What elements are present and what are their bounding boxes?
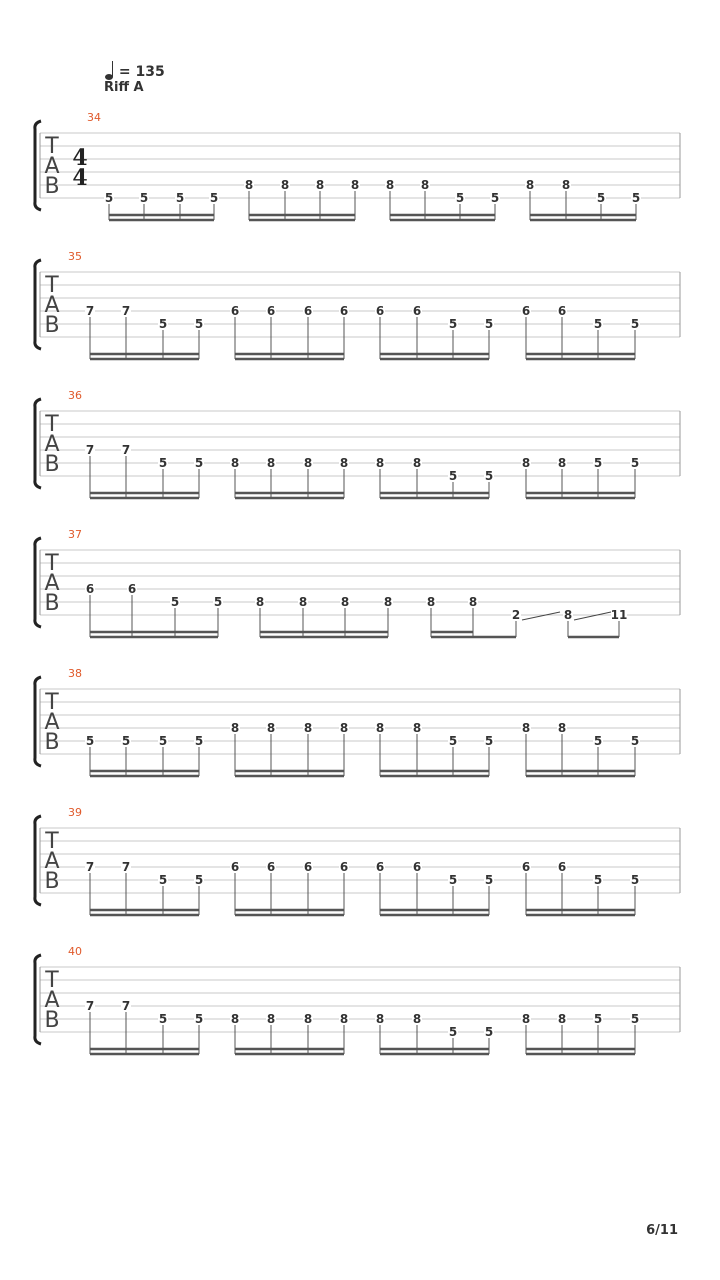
fret-number: 6	[303, 860, 313, 874]
fret-number: 8	[561, 178, 571, 192]
fret-number: 5	[209, 191, 219, 205]
fret-number: 5	[484, 873, 494, 887]
fret-number: 5	[85, 734, 95, 748]
fret-number: 5	[121, 734, 131, 748]
fret-number: 5	[158, 734, 168, 748]
measure-number: 35	[68, 250, 82, 263]
fret-number: 8	[340, 595, 350, 609]
fret-number: 7	[85, 304, 95, 318]
tab-clef-letter: B	[44, 591, 60, 616]
fret-number: 5	[158, 456, 168, 470]
fret-number: 5	[448, 873, 458, 887]
fret-number: 8	[412, 456, 422, 470]
tempo-value: = 135	[118, 64, 165, 80]
fret-number: 8	[303, 1012, 313, 1026]
fret-number: 6	[521, 860, 531, 874]
fret-number: 8	[266, 1012, 276, 1026]
time-signature-bottom: 4	[72, 165, 88, 191]
fret-number: 8	[468, 595, 478, 609]
fret-number: 5	[448, 734, 458, 748]
tab-clef-letter: T	[45, 412, 59, 437]
fret-number: 5	[630, 873, 640, 887]
fret-number: 8	[339, 721, 349, 735]
fret-number: 8	[557, 1012, 567, 1026]
fret-number: 6	[266, 860, 276, 874]
slide-line	[574, 612, 611, 620]
fret-number: 7	[85, 999, 95, 1013]
tab-clef-letter: T	[45, 690, 59, 715]
fret-number: 8	[255, 595, 265, 609]
fret-number: 7	[121, 443, 131, 457]
fret-number: 8	[230, 721, 240, 735]
fret-number: 8	[280, 178, 290, 192]
fret-number: 5	[484, 734, 494, 748]
tab-clef-letter: A	[44, 849, 60, 874]
fret-number: 8	[557, 721, 567, 735]
fret-number: 5	[630, 317, 640, 331]
fret-number: 5	[104, 191, 114, 205]
fret-number: 8	[420, 178, 430, 192]
fret-number: 5	[593, 734, 603, 748]
tab-clef-letter: A	[44, 293, 60, 318]
fret-number: 7	[85, 443, 95, 457]
fret-number: 8	[525, 178, 535, 192]
fret-number: 8	[230, 456, 240, 470]
fret-number: 5	[158, 1012, 168, 1026]
fret-number: 5	[139, 191, 149, 205]
tab-clef-letter: T	[45, 829, 59, 854]
fret-number: 6	[521, 304, 531, 318]
measure-number: 39	[68, 806, 82, 819]
fret-number: 8	[426, 595, 436, 609]
tab-clef-letter: B	[44, 174, 60, 199]
tab-clef-letter: A	[44, 710, 60, 735]
fret-number: 8	[412, 1012, 422, 1026]
tab-clef-letter: T	[45, 273, 59, 298]
fret-number: 6	[557, 304, 567, 318]
fret-number: 5	[170, 595, 180, 609]
fret-number: 8	[521, 1012, 531, 1026]
fret-number: 5	[175, 191, 185, 205]
fret-number: 8	[385, 178, 395, 192]
tab-clef-letter: A	[44, 571, 60, 596]
fret-number: 6	[557, 860, 567, 874]
fret-number: 8	[303, 456, 313, 470]
fret-number: 6	[412, 860, 422, 874]
time-signature-top: 4	[72, 145, 88, 171]
tab-clef-letter: T	[45, 134, 59, 159]
fret-number: 5	[484, 1025, 494, 1039]
fret-number: 8	[375, 456, 385, 470]
tab-clef-letter: T	[45, 968, 59, 993]
fret-number: 5	[596, 191, 606, 205]
fret-number: 8	[339, 456, 349, 470]
fret-number: 7	[121, 999, 131, 1013]
fret-number: 6	[127, 582, 137, 596]
fret-number: 5	[593, 317, 603, 331]
slide-line	[522, 612, 560, 620]
fret-number: 5	[158, 317, 168, 331]
fret-number: 6	[339, 860, 349, 874]
fret-number: 5	[630, 456, 640, 470]
fret-number: 5	[490, 191, 500, 205]
fret-number: 8	[266, 456, 276, 470]
fret-number: 8	[266, 721, 276, 735]
fret-number: 8	[244, 178, 254, 192]
fret-number: 6	[412, 304, 422, 318]
tab-clef-letter: A	[44, 988, 60, 1013]
fret-number: 6	[303, 304, 313, 318]
fret-number: 8	[350, 178, 360, 192]
fret-number: 7	[85, 860, 95, 874]
tab-clef-letter: B	[44, 452, 60, 477]
fret-number: 5	[213, 595, 223, 609]
fret-number: 5	[448, 469, 458, 483]
fret-number: 5	[630, 734, 640, 748]
fret-number: 5	[631, 191, 641, 205]
fret-number: 6	[375, 304, 385, 318]
fret-number: 2	[511, 608, 521, 622]
measure-number: 37	[68, 528, 82, 541]
tab-clef-letter: B	[44, 313, 60, 338]
fret-number: 5	[448, 317, 458, 331]
fret-number: 8	[230, 1012, 240, 1026]
fret-number: 8	[298, 595, 308, 609]
tab-clef-letter: T	[45, 551, 59, 576]
fret-number: 6	[230, 860, 240, 874]
measure-number: 34	[87, 111, 101, 124]
fret-number: 5	[484, 469, 494, 483]
fret-number: 8	[563, 608, 573, 622]
fret-number: 6	[85, 582, 95, 596]
fret-number: 5	[484, 317, 494, 331]
fret-number: 5	[194, 873, 204, 887]
fret-number: 8	[303, 721, 313, 735]
fret-number: 6	[375, 860, 385, 874]
fret-number: 8	[521, 456, 531, 470]
tab-clef-letter: A	[44, 154, 60, 179]
fret-number: 8	[521, 721, 531, 735]
fret-number: 8	[412, 721, 422, 735]
fret-number: 6	[266, 304, 276, 318]
fret-number: 5	[448, 1025, 458, 1039]
fret-number: 5	[158, 873, 168, 887]
fret-number: 8	[557, 456, 567, 470]
fret-number: 7	[121, 304, 131, 318]
fret-number: 11	[610, 608, 628, 622]
fret-number: 7	[121, 860, 131, 874]
page-number: 6/11	[646, 1223, 678, 1238]
fret-number: 8	[339, 1012, 349, 1026]
fret-number: 5	[593, 456, 603, 470]
fret-number: 8	[375, 721, 385, 735]
measure-number: 36	[68, 389, 82, 402]
fret-number: 8	[383, 595, 393, 609]
measure-number: 38	[68, 667, 82, 680]
fret-number: 5	[194, 456, 204, 470]
fret-number: 5	[455, 191, 465, 205]
fret-number: 6	[230, 304, 240, 318]
fret-number: 6	[339, 304, 349, 318]
tab-clef-letter: B	[44, 730, 60, 755]
fret-number: 5	[593, 873, 603, 887]
fret-number: 5	[194, 317, 204, 331]
fret-number: 5	[194, 1012, 204, 1026]
fret-number: 5	[593, 1012, 603, 1026]
fret-number: 5	[630, 1012, 640, 1026]
section-label: Riff A	[104, 80, 144, 95]
fret-number: 5	[194, 734, 204, 748]
measure-number: 40	[68, 945, 82, 958]
tab-clef-letter: B	[44, 869, 60, 894]
fret-number: 8	[315, 178, 325, 192]
tab-clef-letter: A	[44, 432, 60, 457]
fret-number: 8	[375, 1012, 385, 1026]
tab-clef-letter: B	[44, 1008, 60, 1033]
